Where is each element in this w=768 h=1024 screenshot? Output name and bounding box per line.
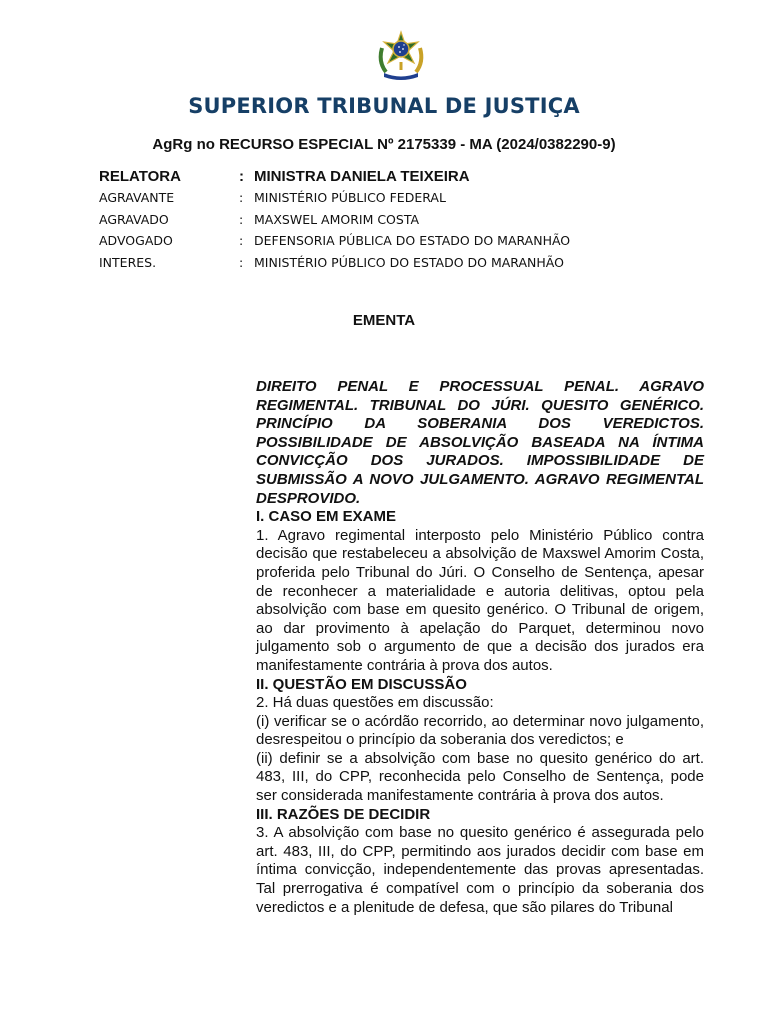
party-name: MINISTÉRIO PÚBLICO FEDERAL — [254, 190, 446, 205]
ementa-heading: EMENTA — [352, 312, 416, 329]
party-row-advogado — [99, 233, 679, 255]
court-name: SUPERIOR TRIBUNAL DE JUSTIÇA — [188, 94, 580, 118]
paragraph: (ii) definir se a absolvição com base no quesito genérico do art. 483, III, do CPP, reconhecida pelo Conselho de Sentença, pode ser considerada manifestamente contrária à prova dos autos. — [256, 749, 704, 805]
party-row-agravado — [99, 212, 679, 234]
section-heading-question: II. QUESTÃO EM DISCUSSÃO — [256, 675, 467, 693]
paragraph: (i) verificar se o acórdão recorrido, ao determinar novo julgamento, desrespeitou o princípio da soberania dos veredictos; e — [256, 712, 704, 749]
party-role: ADVOGADO — [99, 233, 173, 248]
party-role: RELATORA — [99, 168, 181, 185]
parties-table — [99, 168, 679, 276]
party-separator: : — [239, 211, 244, 227]
party-name: MAXSWEL AMORIM COSTA — [254, 211, 420, 227]
section-heading-reasons: III. RAZÕES DE DECIDIR — [256, 805, 431, 823]
party-separator: : — [239, 168, 244, 185]
party-name: MINISTÉRIO PÚBLICO DO ESTADO DO MARANHÃO — [254, 254, 564, 270]
paragraph: 2. Há duas questões em discussão: — [256, 694, 494, 712]
paragraph: 3. A absolvição com base no quesito genérico é assegurada pelo art. 483, III, do CPP, permitindo aos jurados decidir com base em íntima convicção, independentemente das provas apresentadas. Tal prerrogativa é compatível com o princípio da soberania dos veredictos e a plenitude de defesa, que são pilares do Tribunal — [256, 824, 704, 916]
ementa-headline: DIREITO PENAL E PROCESSUAL PENAL. AGRAVO REGIMENTAL. TRIBUNAL DO JÚRI. QUESITO GENÉRICO. PRINCÍPIO DA SOBERANIA DOS VEREDICTOS. POSSIBILIDADE DE ABSOLVIÇÃO BASEADA NA ÍNTIMA CONVICÇÃO DOS JURADOS. IMPOSSIBILIDADE DE SUBMISSÃO A NOVO JULGAMENTO. AGRAVO REGIMENTAL DESPROVIDO. — [256, 378, 704, 507]
party-role: AGRAVADO — [99, 211, 169, 227]
paragraph: 1. Agravo regimental interposto pelo Ministério Público contra decisão que restabeleceu a absolvição de Maxswel Amorim Costa, proferida pelo Tribunal do Júri. O Conselho de Sentença, apesar de reconhecer a materialidade e autoria delitivas, optou pela absolvição com base em quesito genérico. O Tribunal de origem, ao dar provimento à apelação do Parquet, determinou novo julgamento sob o argumento de que a decisão dos jurados era manifestamente contrária à prova dos autos. — [256, 526, 704, 674]
party-separator: : — [239, 254, 244, 270]
party-role: INTERES. — [99, 254, 157, 270]
party-row-agravante — [99, 190, 679, 212]
party-separator: : — [239, 233, 244, 248]
ementa-body — [256, 378, 704, 917]
party-separator: : — [239, 190, 244, 205]
party-name: MINISTRA DANIELA TEIXEIRA — [254, 168, 470, 185]
brazil-coat-of-arms-icon — [374, 28, 428, 82]
party-name: DEFENSORIA PÚBLICA DO ESTADO DO MARANHÃO — [254, 233, 571, 248]
party-row-relatora — [99, 168, 679, 190]
party-role: AGRAVANTE — [99, 190, 175, 205]
party-row-interessado — [99, 255, 679, 277]
case-number-title: AgRg no RECURSO ESPECIAL Nº 2175339 - MA (2024/0382290-9) — [152, 136, 616, 153]
section-heading-case: I. CASO EM EXAME — [256, 508, 397, 526]
